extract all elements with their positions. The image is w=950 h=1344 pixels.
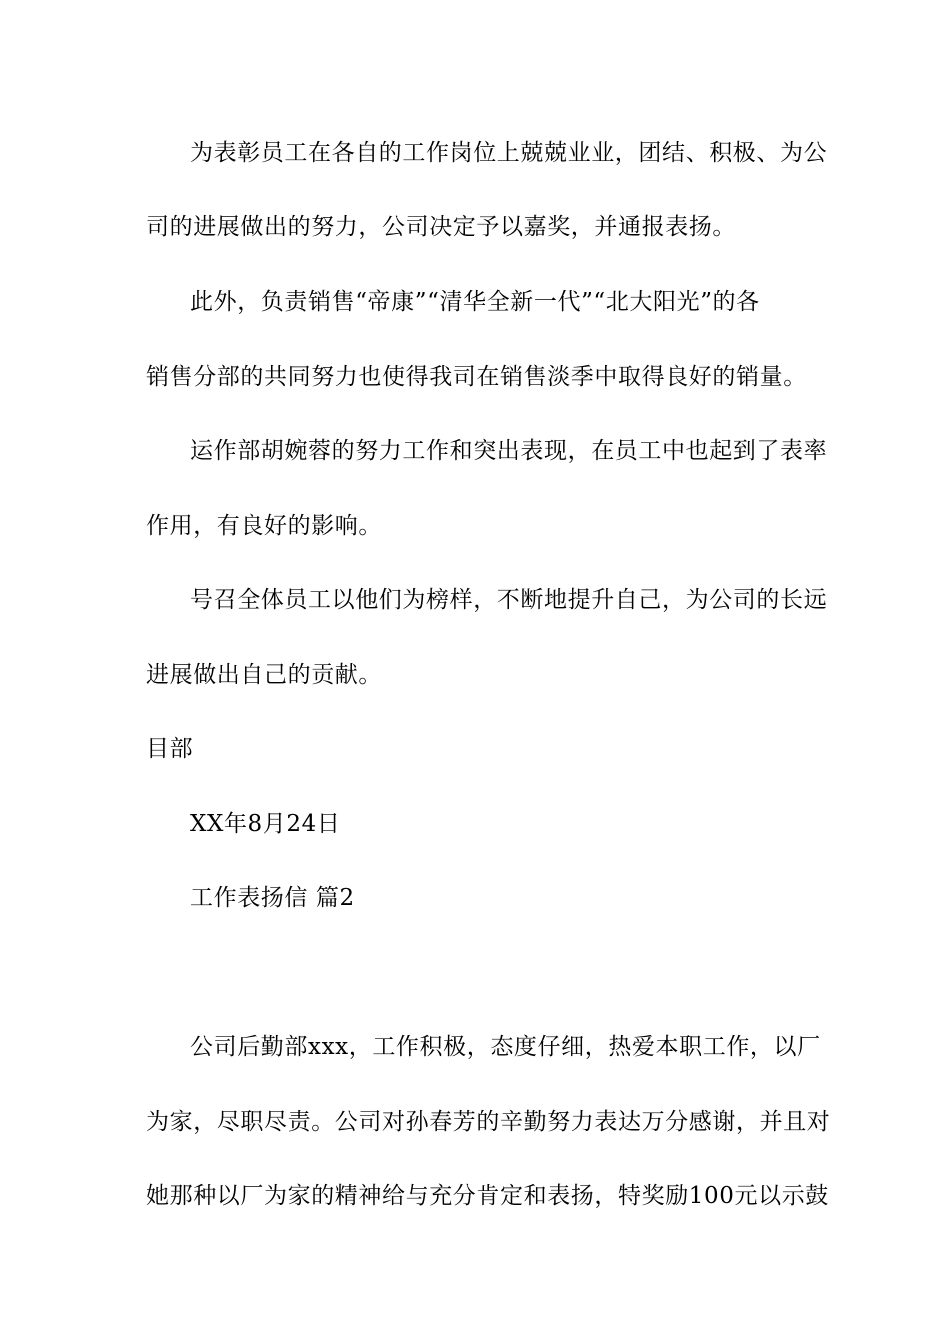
paragraph-5-line-1: 公司后勤部xxx，工作积极，态度仔细，热爱本职工作，以厂 bbox=[190, 1034, 821, 1060]
paragraph-2-line-2: 销售分部的共同努力也使得我司在销售淡季中取得良好的销量。 bbox=[146, 364, 807, 390]
paragraph-3-line-2: 作用，有良好的影响。 bbox=[146, 513, 382, 539]
paragraph-4-line-2: 进展做出自己的贡献。 bbox=[146, 662, 382, 688]
paragraph-5-line-2: 为家，尽职尽责。公司对孙春芳的辛勤努力表达万分感谢，并且对 bbox=[146, 1109, 831, 1135]
paragraph-5-line-3: 她那种以厂为家的精神给与充分肯定和表扬，特奖励100元以示鼓 bbox=[146, 1183, 829, 1209]
paragraph-1-line-2: 司的进展做出的努力，公司决定予以嘉奖，并通报表扬。 bbox=[146, 214, 736, 240]
paragraph-3-line-1: 运作部胡婉蓉的努力工作和突出表现，在员工中也起到了表率 bbox=[190, 438, 828, 464]
signature-department: 目部 bbox=[146, 736, 194, 762]
section-heading: 工作表扬信 篇2 bbox=[190, 885, 355, 911]
signature-date: XX年8月24日 bbox=[190, 811, 341, 837]
paragraph-1-line-1: 为表彰员工在各自的工作岗位上兢兢业业，团结、积极、为公 bbox=[190, 140, 828, 166]
paragraph-2-line-1: 此外，负责销售“帝康”“清华全新一代”“北大阳光”的各 bbox=[190, 289, 760, 315]
paragraph-4-line-1: 号召全体员工以他们为榜样，不断地提升自己，为公司的长远 bbox=[190, 587, 828, 613]
